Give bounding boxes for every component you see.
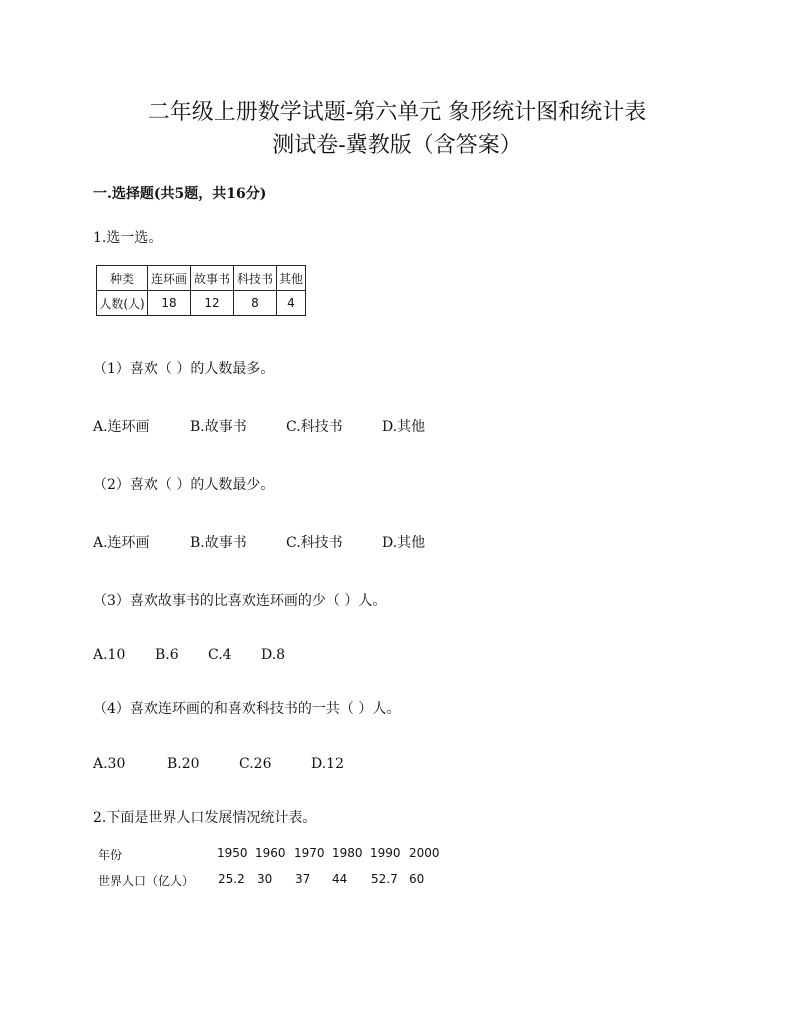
table-header-cell: 连环画 xyxy=(148,266,191,291)
table-cell: 人数(人) xyxy=(97,291,148,316)
subquestion-4: （4）喜欢连环画的和喜欢科技书的一共（ ）人。 xyxy=(93,701,401,717)
table-cell: 25.2 xyxy=(218,872,245,886)
question-2-label: 2.下面是世界人口发展情况统计表。 xyxy=(93,810,317,826)
option-d[interactable]: D.其他 xyxy=(382,419,426,435)
option-b[interactable]: B.6 xyxy=(155,647,179,663)
table-cell: 12 xyxy=(191,291,234,316)
option-b[interactable]: B.故事书 xyxy=(190,535,247,551)
table-cell: 8 xyxy=(234,291,277,316)
table-row xyxy=(97,291,306,316)
option-a[interactable]: A.连环画 xyxy=(93,535,150,551)
page-title-line1: 二年级上册数学试题-第六单元 象形统计图和统计表 xyxy=(147,100,647,125)
table-cell: 30 xyxy=(257,872,273,886)
table-header-cell: 故事书 xyxy=(191,266,234,291)
subquestion-4-options xyxy=(93,756,344,772)
table-header-cell: 年份 xyxy=(98,848,123,862)
table-header-cell: 其他 xyxy=(277,266,306,291)
option-c[interactable]: C.26 xyxy=(239,756,272,772)
page-title-line2: 测试卷-冀教版（含答案） xyxy=(272,133,522,158)
option-b[interactable]: B.20 xyxy=(167,756,200,772)
option-b[interactable]: B.故事书 xyxy=(190,419,247,435)
table-header-cell: 1970 xyxy=(294,846,325,860)
table-cell: 世界人口（亿人） xyxy=(98,874,195,888)
table-cell: 37 xyxy=(295,872,311,886)
table-cell: 60 xyxy=(409,872,425,886)
option-c[interactable]: C.科技书 xyxy=(286,535,343,551)
section-heading: 一.选择题(共5题，共16分) xyxy=(93,186,267,202)
option-a[interactable]: A.10 xyxy=(93,647,126,663)
subquestion-3: （3）喜欢故事书的比喜欢连环画的少（ ）人。 xyxy=(93,593,387,609)
table-row xyxy=(97,266,306,291)
table-cell: 4 xyxy=(277,291,306,316)
option-c[interactable]: C.科技书 xyxy=(286,419,343,435)
subquestion-2-options xyxy=(93,532,425,552)
option-d[interactable]: D.8 xyxy=(261,647,286,663)
table-header-cell: 科技书 xyxy=(234,266,277,291)
table-header-cell: 1960 xyxy=(255,846,286,860)
table-header-cell: 1990 xyxy=(370,846,401,860)
table-header-cell: 种类 xyxy=(97,266,148,291)
option-a[interactable]: A.连环画 xyxy=(93,419,150,435)
table-cell: 18 xyxy=(148,291,191,316)
option-d[interactable]: D.其他 xyxy=(382,535,426,551)
option-c[interactable]: C.4 xyxy=(208,647,232,663)
subquestion-3-options xyxy=(93,647,285,663)
subquestion-2: （2）喜欢（ ）的人数最少。 xyxy=(93,477,275,493)
q1-data-table xyxy=(96,265,306,316)
option-a[interactable]: A.30 xyxy=(93,756,126,772)
table-cell: 44 xyxy=(332,872,348,886)
table-header-cell: 1950 xyxy=(217,846,248,860)
table-header-cell: 1980 xyxy=(332,846,363,860)
table-cell: 52.7 xyxy=(371,872,398,886)
option-d[interactable]: D.12 xyxy=(311,756,344,772)
subquestion-1-options xyxy=(93,416,425,436)
question-1-label: 1.选一选。 xyxy=(93,230,163,246)
subquestion-1: （1）喜欢（ ）的人数最多。 xyxy=(93,361,275,377)
table-header-cell: 2000 xyxy=(409,846,440,860)
